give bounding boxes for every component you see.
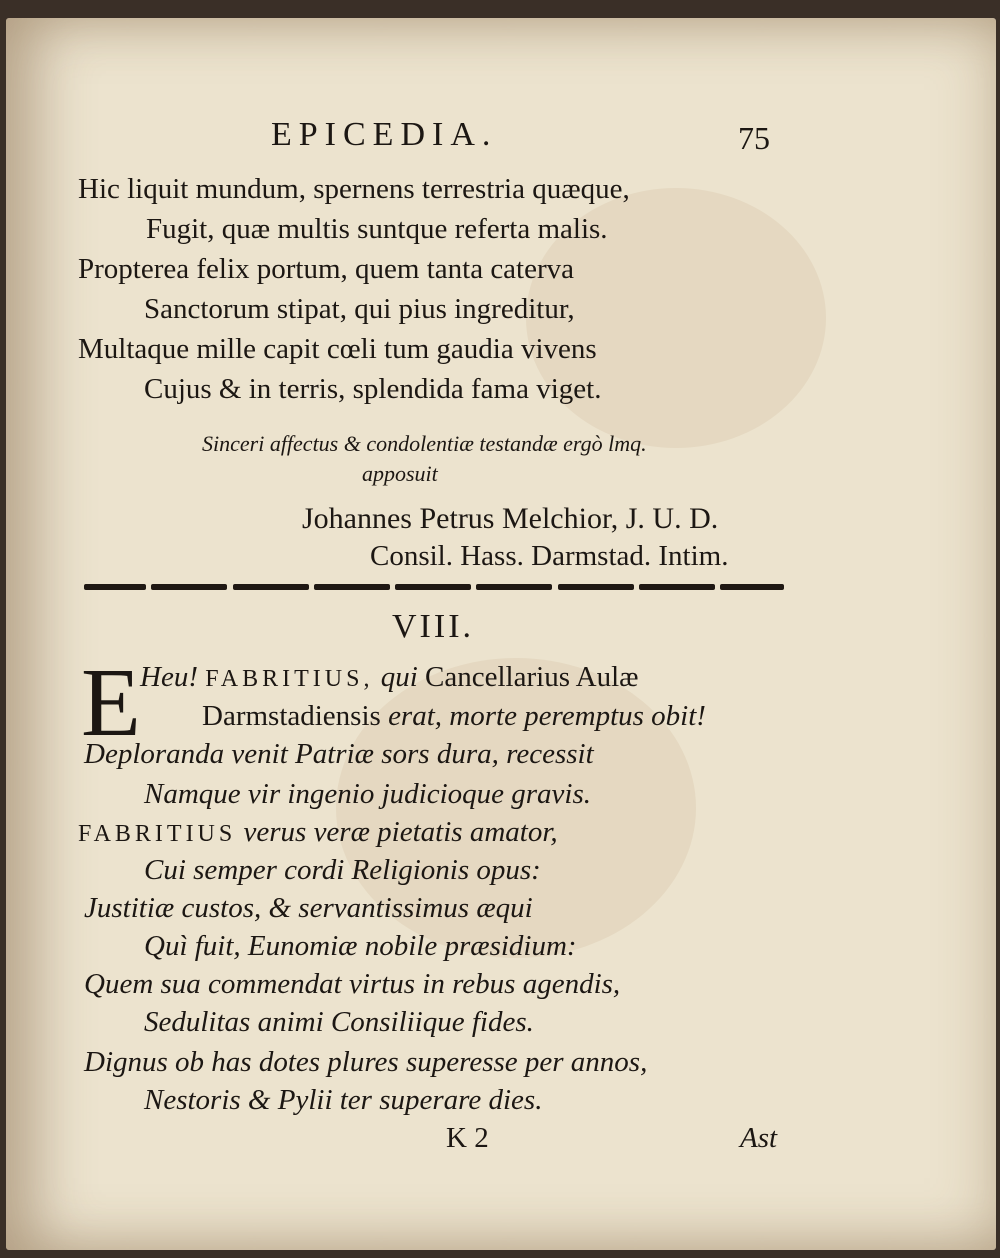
page-number: 75 xyxy=(738,120,770,156)
verse-line xyxy=(202,702,706,731)
verse-line: Propterea felix portum, quem tanta caterva xyxy=(78,253,575,285)
verse-line: Namque vir ingenio judicioque gravis. xyxy=(144,778,592,810)
verse-fragment: Cancellarius Aulæ xyxy=(425,661,639,693)
catchword: Ast xyxy=(740,1122,778,1154)
verse-line xyxy=(140,663,638,692)
verse-line: Justitiæ custos, & servantissimus æqui xyxy=(84,892,533,924)
page-header xyxy=(6,116,996,166)
verse-line: Cujus & in terris, splendida fama viget. xyxy=(144,373,602,405)
author-title: Consil. Hass. Darmstad. Intim. xyxy=(370,540,729,572)
verse-fragment: verus veræ pietatis amator, xyxy=(243,816,558,848)
verse-fragment: qui xyxy=(380,661,418,693)
section-number: VIII. xyxy=(392,608,475,645)
book-page xyxy=(6,18,996,1250)
verse-line: Fugit, quæ multis suntque referta malis. xyxy=(146,213,608,245)
verse-line: Dignus ob has dotes plures superesse per annos, xyxy=(84,1046,648,1078)
dedication-line: apposuit xyxy=(362,461,438,486)
verse-line: Nestoris & Pylii ter superare dies. xyxy=(144,1084,543,1116)
running-title: EPICEDIA. xyxy=(271,116,498,153)
author-name: Johannes Petrus Melchior, J. U. D. xyxy=(302,502,719,535)
verse-line xyxy=(78,818,558,847)
verse-line: Hic liquit mundum, spernens terrestria quæque, xyxy=(78,173,630,205)
verse-fragment: FABRITIUS xyxy=(78,821,237,847)
verse-fragment: Heu! xyxy=(140,661,198,693)
verse-line: Deploranda venit Patriæ sors dura, recessit xyxy=(84,738,594,770)
verse-fragment: Darmstadiensis xyxy=(202,700,381,732)
drop-cap: E xyxy=(81,649,141,757)
section-divider xyxy=(84,584,784,590)
verse-line: Sanctorum stipat, qui pius ingreditur, xyxy=(144,293,575,325)
dedication-line: Sinceri affectus & condolentiæ testandæ ergò lmq. xyxy=(202,431,647,456)
verse-line: Quem sua commendat virtus in rebus agendis, xyxy=(84,968,621,1000)
verse-line: Cui semper cordi Religionis opus: xyxy=(144,854,541,886)
verse-line: Sedulitas animi Consiliique fides. xyxy=(144,1006,534,1038)
verse-fragment: FABRITIUS, xyxy=(205,666,374,692)
verse-fragment: erat, morte peremptus obit! xyxy=(388,700,706,732)
signature-mark: K 2 xyxy=(446,1122,489,1154)
verse-line: Quì fuit, Eunomiæ nobile præsidium: xyxy=(144,930,577,962)
verse-line: Multaque mille capit cœli tum gaudia vivens xyxy=(78,333,597,365)
